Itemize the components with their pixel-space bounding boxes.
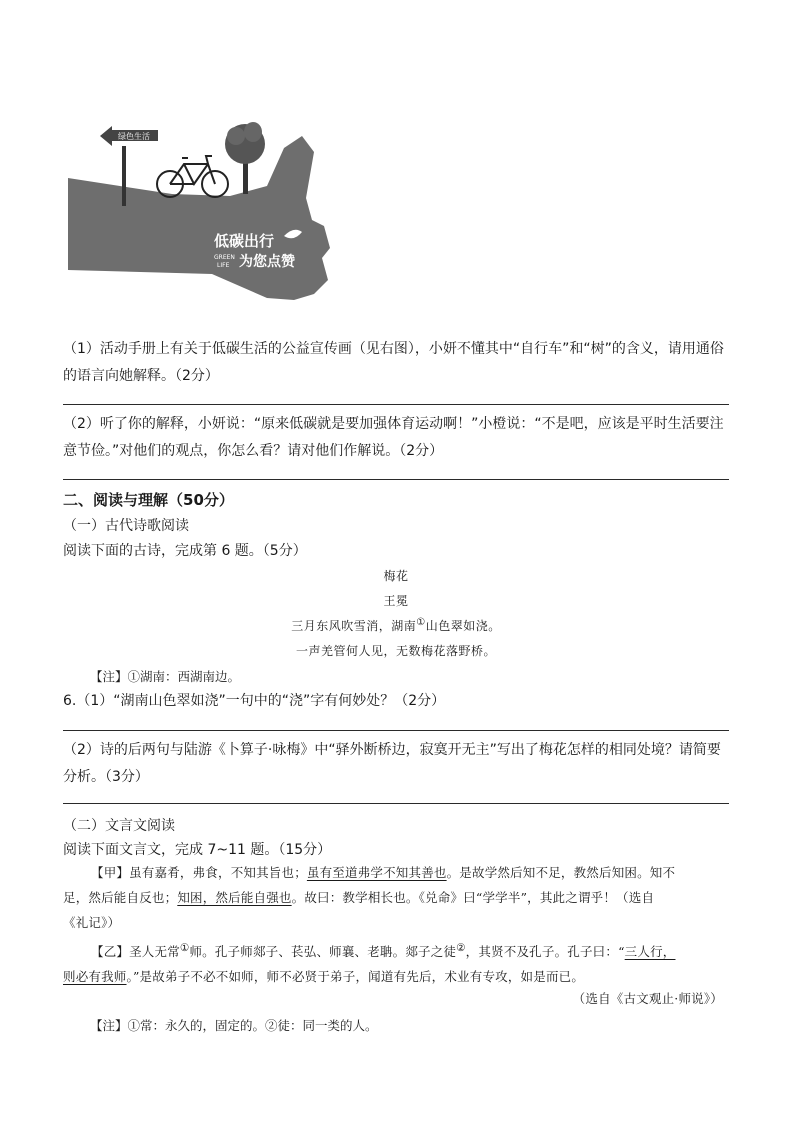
passage-yi <box>63 936 735 989</box>
yi-text-3: ，其贤不及孔子。孔子曰：“ <box>465 944 625 960</box>
slogan-en-line1: GREEN <box>214 254 235 261</box>
poem-title: 梅花 <box>383 569 409 583</box>
yi-note: 【注】①常：永久的，固定的。②徒：同一类的人。 <box>90 1018 378 1033</box>
footnote-mark: ① <box>416 617 426 628</box>
passage-jia-line-1 <box>63 860 735 885</box>
jia-text-1: 【甲】虽有嘉肴，弗食，不知其旨也； <box>91 865 307 880</box>
slogan-main: 低碳出行 <box>214 232 275 250</box>
poem-line-1-b: 山色翠如浇。 <box>425 619 501 633</box>
answer-line <box>63 404 729 405</box>
thumbs-up-hand-shape <box>68 136 330 300</box>
jia-underlined-1: 虽有至道弗学不知其善也 <box>306 865 447 880</box>
jia-text-4: 。故曰：教学相长也。《兑命》曰“学学半”，其此之谓乎！（选自 <box>291 890 655 905</box>
poem-line-2: 一声羌管何人见，无数梅花落野桥。 <box>295 644 496 658</box>
poem-note: 【注】①湖南：西湖南边。 <box>90 669 241 684</box>
poem-line-1 <box>63 617 729 634</box>
jia-source: 《礼记》） <box>63 915 121 930</box>
passage-yi-line-1 <box>63 936 735 964</box>
question-6-1: 6.（1）“湖南山色翠如浇”一句中的“浇”字有何妙处？（2分） <box>63 693 446 709</box>
tree-icon <box>225 122 265 194</box>
part2-title: （二）文言文阅读 <box>63 818 175 834</box>
question-6-2: （2）诗的后两句与陆游《卜算子·咏梅》中“驿外断桥边，寂寞开无主”写出了梅花怎样的相同处境？请简要分析。（3分） <box>63 742 721 785</box>
poem-author: 王冕 <box>383 594 409 608</box>
footnote-mark: ① <box>179 942 190 954</box>
question-5-1: （1）活动手册上有关于低碳生活的公益宣传画（见右图），小妍不懂其中“自行车”和“树”的含义，请用通俗的语言向她解释。（2分） <box>63 341 724 384</box>
part2-instruction: 阅读下面文言文，完成 7~11 题。（15分） <box>63 842 332 858</box>
jia-underlined-2: 知困，然后能自强也 <box>177 890 292 905</box>
sign-text: 绿色生活 <box>118 132 150 141</box>
slogan-en-line2: LIFE <box>217 262 230 269</box>
answer-line <box>63 803 729 804</box>
jia-text-3: 足，然后能自反也； <box>63 890 178 905</box>
yi-underlined-1: 三人行， <box>624 944 676 960</box>
part1-instruction: 阅读下面的古诗，完成第 6 题。（5分） <box>63 543 307 559</box>
yi-text-2: 师。孔子师郯子、苌弘、师襄、老聃。郯子之徒 <box>189 944 457 960</box>
yi-underlined-2: 则必有我师 <box>63 969 127 985</box>
yi-text-4: 。”是故弟子不必不如师，师不必贤于弟子，闻道有先后，术业有专攻，如是而已。 <box>126 969 585 985</box>
part1-title: （一）古代诗歌阅读 <box>63 518 189 534</box>
yi-source: （选自《古文观止·师说》） <box>572 991 723 1006</box>
section-title: 二、阅读与理解（50分） <box>63 491 234 509</box>
bicycle-icon <box>157 156 228 197</box>
answer-line <box>63 479 729 480</box>
jia-text-2: 。是故学然后知不足，教然后知困。知不 <box>446 865 676 880</box>
answer-line <box>63 730 729 731</box>
yi-text-1: 【乙】圣人无常 <box>91 944 180 960</box>
footnote-mark: ② <box>456 942 466 954</box>
passage-jia <box>63 860 735 935</box>
low-carbon-poster <box>62 108 334 318</box>
passage-jia-line-2 <box>63 885 735 910</box>
poem-line-1-a: 三月东风吹雪消，湖南 <box>291 619 417 633</box>
question-5-2: （2）听了你的解释，小妍说：“原来低碳就是要加强体育运动啊！”小橙说：“不是吧，应该是平时生活要注意节俭。”对他们的观点，你怎么看？请对他们作解说。（2分） <box>63 416 724 459</box>
slogan-sub: 为您点赞 <box>239 254 295 270</box>
